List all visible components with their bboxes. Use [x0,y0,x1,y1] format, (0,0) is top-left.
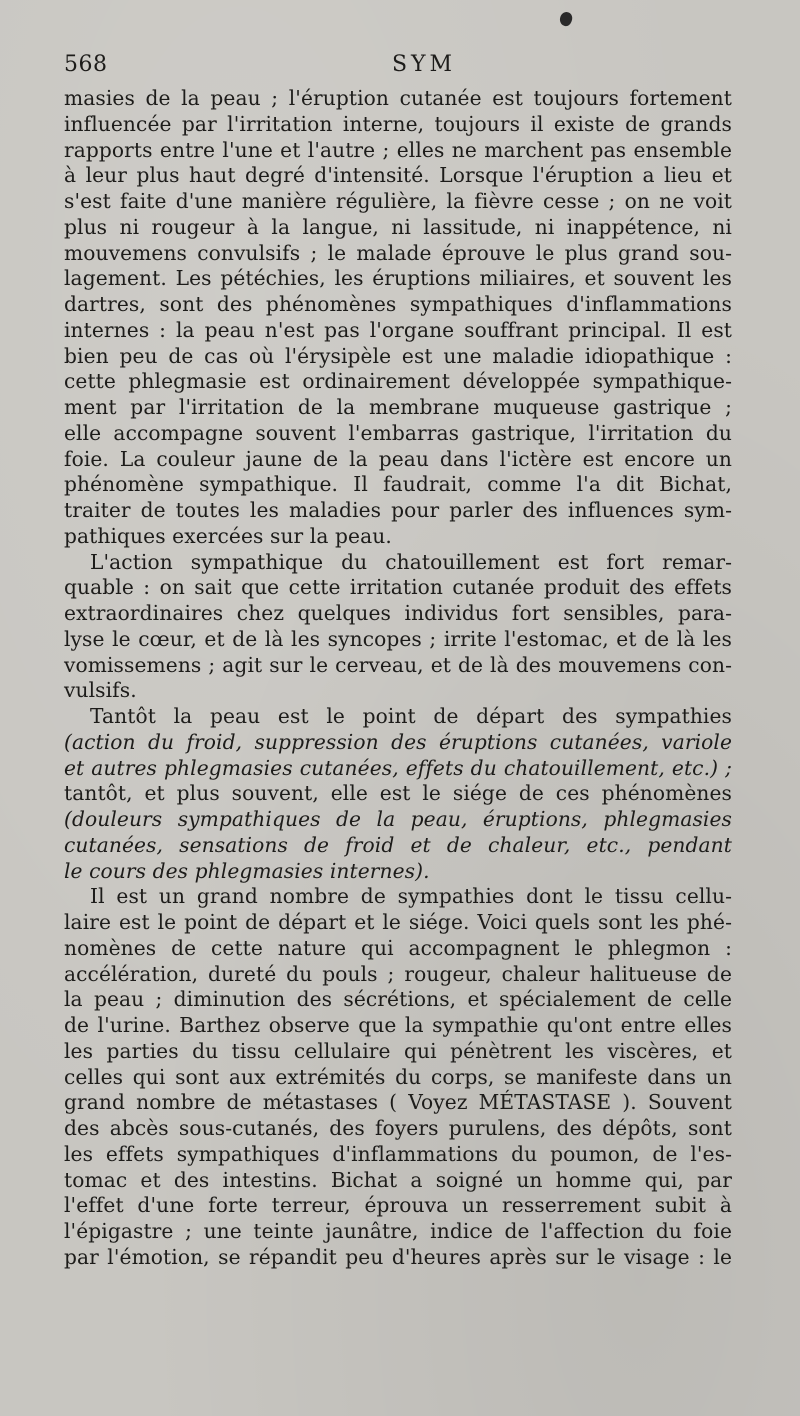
text-line: traiter de toutes les maladies pour parler des influences sym- [64,498,732,522]
text-line: mouvemens convulsifs ; le malade éprouve le plus grand sou- [64,240,732,265]
body-text [64,86,732,1271]
text-line: Tantôt la peau est le point de départ des sympathies [90,704,732,728]
text-line: les effets sympathiques d'inflammations du poumon, de l'es- [64,1141,732,1166]
text-line: masies de la peau ; l'éruption cutanée est toujours fortement [64,86,732,110]
text-line: quable : on sait que cette irritation cutanée produit des effets [64,575,732,600]
text-line: de l'urine. Barthez observe que la sympathie qu'ont entre elles [64,1013,732,1037]
text-line: internes : la peau n'est pas l'organe souffrant principal. Il est [64,317,732,342]
text-line: vomissemens ; agit sur le cerveau, et de là des mouvemens con- [64,652,732,677]
running-head: SYM [391,52,457,77]
text-line: bien peu de cas où l'érysipèle est une maladie idiopathique : [64,343,732,368]
text-line: (action du froid, suppression des éruptions cutanées, variole [64,729,732,754]
text-line: elle accompagne souvent l'embarras gastrique, l'irritation du [64,420,732,445]
text-line: à leur plus haut degré d'intensité. Lorsque l'éruption a lieu et [64,163,732,188]
text-line: phénomène sympathique. Il faudrait, comme l'a dit Bichat, [64,472,732,497]
text-line: nomènes de cette nature qui accompagnent le phlegmon : [64,935,732,960]
text-line: s'est faite d'une manière régulière, la fièvre cesse ; on ne voit [64,189,732,213]
text-line: vulsifs. [64,678,137,703]
page-header [64,52,732,86]
text-line: Il est un grand nombre de sympathies dont le tissu cellu- [90,884,732,909]
text-line: le cours des phlegmasies internes). [64,858,430,883]
text-line: extraordinaires chez quelques individus fort sensibles, para- [64,601,732,625]
text-line: l'épigastre ; une teinte jaunâtre, indice de l'affection du foie [64,1219,732,1243]
text-line: et autres phlegmasies cutanées, effets du chatouillement, etc.) ; [64,755,732,780]
ink-blot [558,10,574,27]
text-line: foie. La couleur jaune de la peau dans l'ictère est encore un [64,446,732,471]
text-line: L'action sympathique du chatouillement est fort remar- [90,549,732,574]
text-line: l'effet d'une forte terreur, éprouva un resserrement subit à [64,1193,732,1218]
text-line: celles qui sont aux extrémités du corps, se manifeste dans un [64,1064,732,1089]
text-line: lagement. Les pétéchies, les éruptions miliaires, et souvent les [64,266,732,291]
text-line: tantôt, et plus souvent, elle est le siége de ces phénomènes [64,781,732,806]
text-line: cette phlegmasie est ordinairement développée sympathique- [64,369,732,394]
page-number: 568 [64,52,108,77]
text-line: ment par l'irritation de la membrane muqueuse gastrique ; [64,395,732,419]
text-line: dartres, sont des phénomènes sympathiques d'inflammations [64,292,732,316]
text-line: des abcès sous-cutanés, des foyers purulens, des dépôts, sont [64,1116,732,1140]
text-line: les parties du tissu cellulaire qui pénètrent les viscères, et [64,1038,732,1063]
text-line: pathiques exercées sur la peau. [64,523,392,548]
text-line: par l'émotion, se répandit peu d'heures après sur le visage : le [64,1244,732,1269]
text-line: la peau ; diminution des sécrétions, et spécialement de celle [64,987,732,1012]
text-line: laire est le point de départ et le siége. Voici quels sont les phé- [64,910,732,934]
text-line: rapports entre l'une et l'autre ; elles ne marchent pas ensemble [64,137,732,162]
text-line: (douleurs sympathiques de la peau, éruptions, phlegmasies [64,807,732,831]
text-line: cutanées, sensations de froid et de chaleur, etc., pendant [64,832,732,857]
text-line: accélération, dureté du pouls ; rougeur, chaleur halitueuse de [64,961,732,986]
text-line: plus ni rougeur à la langue, ni lassitude, ni inappétence, ni [64,214,732,239]
text-line: tomac et des intestins. Bichat a soigné un homme qui, par [64,1167,732,1192]
text-line: influencée par l'irritation interne, toujours il existe de grands [64,111,732,136]
text-line: lyse le cœur, et de là les syncopes ; irrite l'estomac, et de là les [64,626,732,651]
text-line: grand nombre de métastases ( Voyez MÉTASTASE ). Souvent [64,1090,732,1115]
